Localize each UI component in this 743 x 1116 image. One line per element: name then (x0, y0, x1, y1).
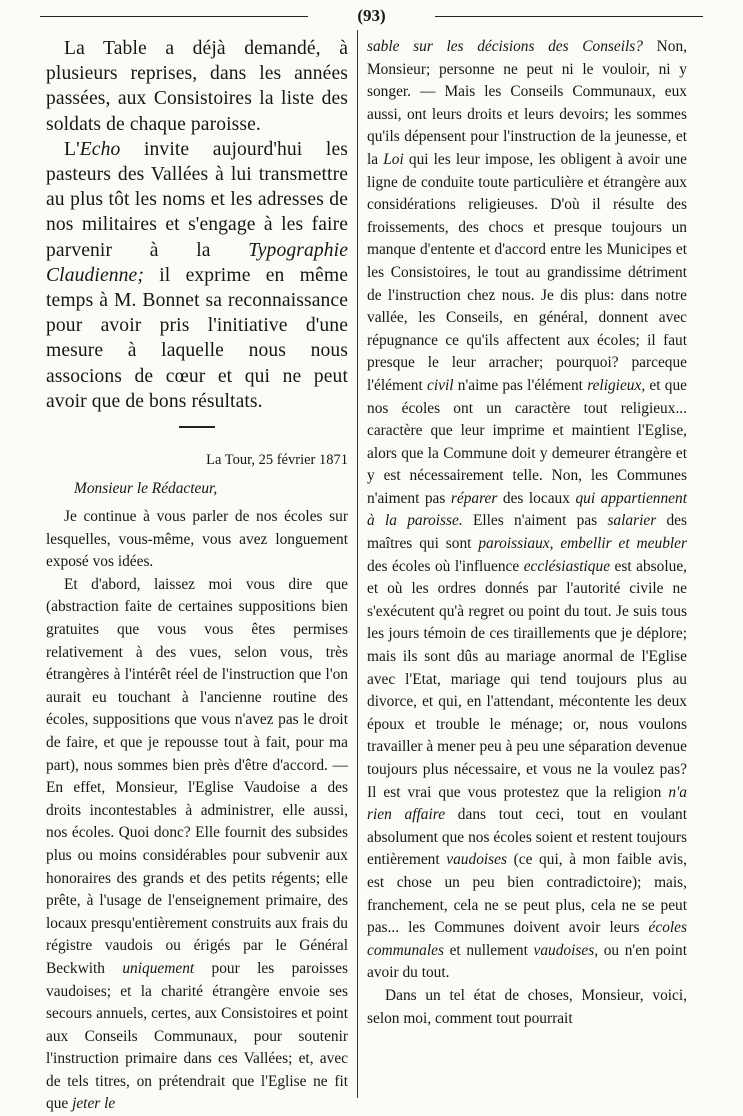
italic-run: salarier (607, 512, 657, 530)
italic-run: vaudoises (446, 851, 507, 869)
text-run: n'aime pas l'élément (453, 376, 588, 394)
text-run: L' (64, 138, 80, 160)
left-column (46, 36, 348, 1116)
italic-typographie: Typographie Claudienne; (46, 239, 348, 286)
italic-run: écoles communales (367, 919, 687, 959)
text-run: pour les paroisses vaudoises; et la charité étrangère envoie ses secours annuels, certes, aux Consistoires et point aux Conseils Communaux, pour soutenir l'instruction primaire dans ces Vallées; et, avec de tels titres, on prétendrait que l'Eglise ne fit que (46, 959, 348, 1113)
text-run: des écoles où l'influence (367, 557, 524, 575)
right-column (367, 36, 687, 1030)
letter-dateline: La Tour, 25 février 1871 (206, 452, 348, 469)
letter-salutation: Monsieur le Rédacteur, (74, 480, 218, 498)
text-run: Elles n'aiment pas (462, 512, 608, 530)
page-number: (93) (357, 6, 386, 25)
text-run: qui les leur impose, les obligent à avoir une ligne de conduite toute particulière et étrangère aux considérations religieuses. D'où il résulte des froissements, des chocs et presque toujours un manque d'entente et d'accord entre les Municipes et les Consistoires, le tout au grandissime détriment de l'instruction chez nous. Je dis plus: dans notre vallée, les Conseils, en général, donnent avec répugnance ce qu'ils affectent aux écoles; il faut presque le leur arracher; pourquoi? parceque l'élément (367, 150, 687, 394)
italic-echo: Echo (79, 138, 121, 160)
text-run: Non, Monsieur; personne ne peut ni le vouloir, ni y songer. — Mais les Conseils Communaux, eux aussi, ont leurs droits et leurs devoirs; les sommes qu'ils dépensent pour l'instruction de la jeunesse, et la (367, 38, 687, 168)
paragraph-echo-invite (46, 137, 348, 414)
text-run: invite aujourd'hui les pasteurs des Vallées à lui transmettre au plus tôt les noms et les adresses de nos militaires et s'engage à les faire parvenir à la (46, 138, 348, 261)
italic-run: civil (427, 376, 454, 394)
paragraph-conclusion-start: Dans un tel état de choses, Monsieur, voici, selon moi, comment tout pourrait (367, 986, 687, 1027)
text-run: dans tout ceci, tout en voulant absolument que nos écoles soient et restent toujours entièrement (367, 806, 687, 869)
text-run: Et d'abord, laissez moi vous dire que (abstraction faite de certaines suppositions bien gratuites que vous vous êtes permises relativement à des vues, selon vous, très étrangères à l'intérêt réel de l'instruction que l'on aurait eu touchant à l'ancienne routine des écoles, suppositions que vous n'avez pas le droit de faire, et que je repousse tout à fait, pour ma part), nous sommes bien près d'être d'accord. — En effet, Monsieur, l'Eglise Vaudoise a des droits incontestables à administrer, elle aussi, nos écoles. Quoi donc? Elle fournit des subsides plus ou moins considérables pour subvenir aux honoraires des grands et des petits régents; elle prête, à l'usage de l'enseignement primaire, des locaux presqu'entièrement construits aux frais du régistre vaudois ou érigés par le Général Beckwith (46, 575, 348, 977)
italic-uniquement: uniquement (122, 959, 195, 977)
header-rule-right (435, 16, 703, 17)
italic-jeter: jeter le (72, 1095, 116, 1113)
italic-run: qui appartiennent à la paroisse. (367, 489, 687, 530)
italic-run: paroissiaux, embellir et meubler (478, 535, 687, 553)
text-run: il exprime en même temps à M. Bonnet sa reconnaissance pour avoir pris l'initiative d'une mesure à laquelle nous nous associons de cœur et qui ne peut avoir que de bons résultats. (46, 264, 348, 412)
text-run: (ce qui, à mon faible avis, est chose un peu bien contradictoire); mais, franchement, cela ne se peut plus, cela ne se peut pas... les Communes doivent avoir leurs (367, 851, 687, 937)
italic-run: Loi (383, 150, 404, 168)
italic-run: n'a rien affaire (367, 783, 687, 824)
paragraph-church-rights (46, 574, 348, 1116)
text-run: des locaux (497, 489, 576, 507)
page-header (40, 4, 703, 28)
italic-run: religieux, (587, 376, 646, 394)
text-run: est absolue, et où les ordres donnés par l'autorité civile ne s'exécutent qu'à regret ou point du tout. Je suis tous les jours témoin de ces tiraillements que je déplore; mais ils sont dûs au mariage anormal de l'Eglise avec l'Etat, mariage qui tend toujours plus au divorce, et qui, en l'attendant, mécontente les deux époux et trouble le ménage; or, nous voulons travailler à mener peu à peu une séparation devenue toujours plus nécessaire, et vous ne la voulez pas? Il est vrai que vous protestez que la religion (367, 557, 688, 801)
text-run: ou n'en point avoir du tout. (367, 941, 687, 982)
text-run: et que nos écoles ont un caractère tout religieux... caractère que leur imprime et maintient l'Eglise, alors que la Commune doit y demeurer étrangère et y est nécessairement telle. Non, les Communes n'aiment pas (367, 376, 688, 507)
column-divider (357, 30, 358, 1098)
separator-rule (179, 426, 215, 428)
italic-run: réparer (450, 489, 498, 507)
italic-run: ecclésiastique (523, 557, 611, 575)
text-run: et nullement (443, 941, 534, 959)
paragraph-councils (367, 36, 687, 985)
text-run: des maîtres qui sont (367, 512, 687, 553)
italic-run: sable sur les décisions des Conseils? (367, 38, 643, 55)
italic-run: vaudoises, (533, 941, 599, 959)
paragraph-schools-intro: Je continue à vous parler de nos écoles sur lesquelles, vous-même, vous avez longuement exposé vos idées. (46, 508, 348, 571)
paragraph-table-request: La Table a déjà demandé, à plusieurs reprises, dans les années passées, aux Consistoires la liste des soldats de chaque paroisse. (46, 38, 348, 135)
section-separator (46, 418, 348, 428)
